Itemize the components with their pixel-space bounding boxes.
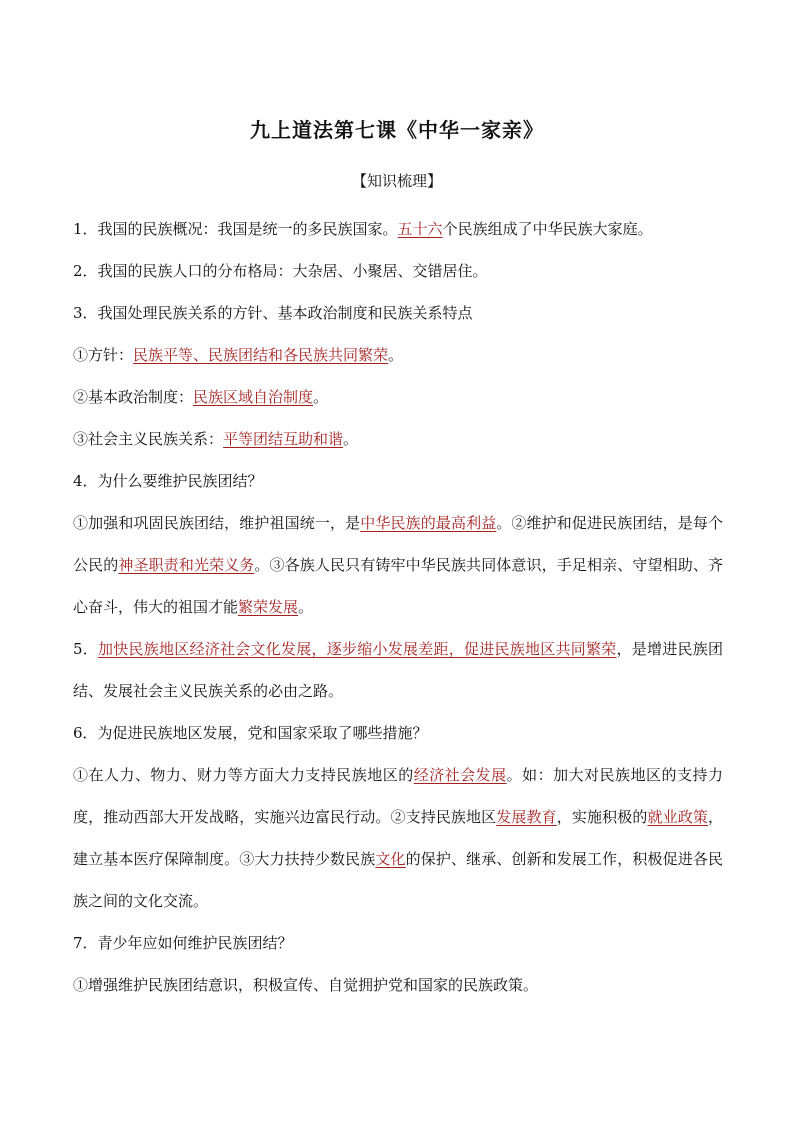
underlined-keyword: 平等团结互助和谐	[223, 430, 344, 448]
section-heading: 【知识梳理】	[351, 172, 442, 190]
paragraph	[73, 922, 723, 964]
paragraph	[73, 628, 723, 712]
paragraph	[73, 502, 723, 628]
page-title: 九上道法第七课《中华一家亲》	[250, 118, 544, 142]
text-segment: ①在人力、物力、财力等方面大力支持民族地区的	[73, 766, 414, 784]
underlined-keyword: 五十六	[397, 220, 443, 238]
text-segment: 。	[343, 430, 359, 448]
text-segment: 。如：加大对民族地区的支持力度，推动西部大开发战略，实施兴边富民行动。②支持民族地区	[73, 766, 723, 826]
text-segment: 的保护、继承、创新和发展工作，积极促进各民族之间的文化交流。	[73, 850, 723, 910]
text-segment: 。③各族人民只有铸牢中华民族共同体意识，手足相亲、守望相助、齐心奋斗，伟大的祖国才能	[73, 556, 723, 616]
text-segment: ③社会主义民族关系：	[73, 430, 224, 448]
text-segment: ，建立基本医疗保障制度。③大力扶持少数民族	[73, 808, 723, 868]
underlined-keyword: 加快民族地区经济社会文化发展，逐步缩小发展差距，促进民族地区共同繁荣	[98, 640, 617, 658]
text-segment: 3．我国处理民族关系的方针、基本政治制度和民族关系特点	[73, 304, 473, 322]
text-segment: ②基本政治制度：	[73, 388, 194, 406]
paragraph	[73, 460, 723, 502]
underlined-keyword: 民族区域自治制度	[193, 388, 314, 406]
underlined-keyword: 文化	[375, 850, 406, 868]
underlined-keyword: 神圣职责和光荣义务	[118, 556, 255, 574]
text-segment: 。	[298, 598, 314, 616]
paragraph	[73, 754, 723, 922]
paragraph	[73, 964, 723, 1006]
text-segment: 5．	[73, 640, 99, 658]
text-segment: 2．我国的民族人口的分布格局：大杂居、小聚居、交错居住。	[73, 262, 488, 280]
paragraph	[73, 292, 723, 334]
underlined-keyword: 中华民族的最高利益	[360, 514, 497, 532]
paragraph	[73, 418, 723, 460]
underlined-keyword: 经济社会发展	[413, 766, 507, 784]
text-segment: ①增强维护民族团结意识，积极宣传、自觉拥护党和国家的民族政策。	[73, 976, 539, 994]
text-segment: 7．青少年应如何维护民族团结？	[73, 934, 293, 952]
text-segment: 。	[313, 388, 329, 406]
text-segment: 个民族组成了中华民族大家庭。	[442, 220, 653, 238]
text-segment: ，实施积极的	[556, 808, 648, 826]
paragraph	[73, 208, 723, 250]
underlined-keyword: 就业政策	[647, 808, 708, 826]
text-segment: 。	[388, 346, 404, 364]
paragraph	[73, 334, 723, 376]
text-segment: ，是增进民族团结、发展社会主义民族关系的必由之路。	[73, 640, 723, 700]
text-segment: 。②维护和促进民族团结，是每个公民的	[73, 514, 723, 574]
paragraph	[73, 376, 723, 418]
text-segment: 4．为什么要维护民族团结？	[73, 472, 263, 490]
text-segment: ①方针：	[73, 346, 134, 364]
text-segment: 6．为促进民族地区发展，党和国家采取了哪些措施？	[73, 724, 428, 742]
underlined-keyword: 民族平等、民族团结和各民族共同繁荣	[133, 346, 389, 364]
text-segment: 1．我国的民族概况：我国是统一的多民族国家。	[73, 220, 398, 238]
paragraph	[73, 250, 723, 292]
paragraph	[73, 712, 723, 754]
document-body	[73, 208, 723, 1006]
text-segment: ①加强和巩固民族团结，维护祖国统一，是	[73, 514, 361, 532]
underlined-keyword: 繁荣发展	[238, 598, 299, 616]
underlined-keyword: 发展教育	[496, 808, 557, 826]
